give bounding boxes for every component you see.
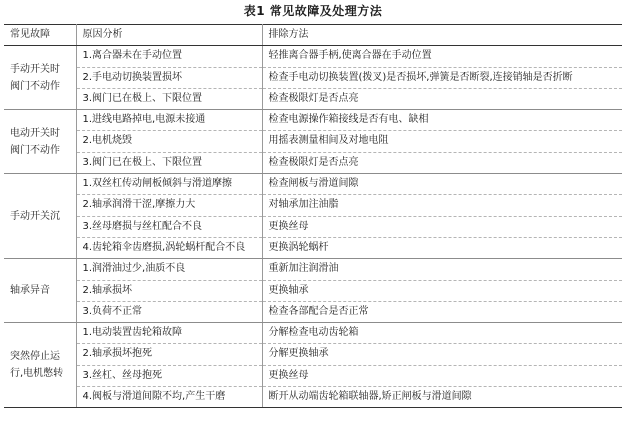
fault-cell: 轴承异音: [4, 259, 76, 323]
table-row: [4, 88, 622, 109]
cause-cell: 1.离合器未在手动位置: [76, 46, 262, 67]
table-row: [4, 67, 622, 88]
cause-cell: 3.负荷不正常: [76, 301, 262, 322]
table-row: [4, 110, 622, 131]
method-cell: 轻推离合器手柄,使离合器在手动位置: [262, 46, 622, 67]
cause-cell: 3.丝母磨损与丝杠配合不良: [76, 216, 262, 237]
table-row: [4, 237, 622, 258]
cause-cell: 1.润滑油过少,油质不良: [76, 259, 262, 280]
cause-cell: 4.阀板与滑道间隙不均,产生干磨: [76, 387, 262, 408]
table-row: [4, 216, 622, 237]
table-row: [4, 387, 622, 408]
cause-cell: 3.丝杠、丝母抱死: [76, 365, 262, 386]
cause-cell: 2.手电动切换装置损坏: [76, 67, 262, 88]
fault-cell: 手动开关沉: [4, 174, 76, 259]
method-cell: 断开从动端齿轮箱联轴器,矫正闸板与滑道间隙: [262, 387, 622, 408]
fault-cell: 突然停止运行,电机憋转: [4, 323, 76, 408]
cause-cell: 4.齿轮箱伞齿磨损,涡轮蜗杆配合不良: [76, 237, 262, 258]
method-cell: 更换丝母: [262, 216, 622, 237]
table-header-row: [4, 25, 622, 46]
table-row: [4, 323, 622, 344]
cause-cell: 2.电机烧毁: [76, 131, 262, 152]
cause-cell: 1.电动装置齿轮箱故障: [76, 323, 262, 344]
method-cell: 分解检查电动齿轮箱: [262, 323, 622, 344]
method-cell: 检查各部配合是否正常: [262, 301, 622, 322]
cause-cell: 1.进线电路掉电,电源未接通: [76, 110, 262, 131]
cause-cell: 3.阀门已在极上、下限位置: [76, 152, 262, 173]
method-cell: 检查闸板与滑道间隙: [262, 174, 622, 195]
table-row: [4, 152, 622, 173]
header-method: 排除方法: [262, 25, 622, 46]
method-cell: 检查电源操作箱接线是否有电、缺相: [262, 110, 622, 131]
header-fault: 常见故障: [4, 25, 76, 46]
method-cell: 对轴承加注油脂: [262, 195, 622, 216]
header-cause: 原因分析: [76, 25, 262, 46]
method-cell: 分解更换轴承: [262, 344, 622, 365]
table-title: 表1 常见故障及处理方法: [243, 4, 383, 18]
method-cell: 检查极限灯是否点亮: [262, 88, 622, 109]
cause-cell: 2.轴承损坏: [76, 280, 262, 301]
method-cell: 更换涡轮蜗杆: [262, 237, 622, 258]
cause-cell: 2.轴承润滑干涩,摩擦力大: [76, 195, 262, 216]
cause-cell: 3.阀门已在极上、下限位置: [76, 88, 262, 109]
method-cell: 更换丝母: [262, 365, 622, 386]
fault-cell: 电动开关时阀门不动作: [4, 110, 76, 174]
method-cell: 检查手电动切换装置(拨叉)是否损坏,弹簧是否断裂,连接销轴是否折断: [262, 67, 622, 88]
table-row: [4, 280, 622, 301]
method-cell: 检查极限灯是否点亮: [262, 152, 622, 173]
table-row: [4, 259, 622, 280]
cause-cell: 1.双丝杠传动闸板倾斜与滑道摩擦: [76, 174, 262, 195]
method-cell: 重新加注润滑油: [262, 259, 622, 280]
table-row: [4, 174, 622, 195]
table-row: [4, 195, 622, 216]
fault-table: [4, 24, 622, 408]
fault-cell: 手动开关时阀门不动作: [4, 46, 76, 110]
table-row: [4, 301, 622, 322]
method-cell: 更换轴承: [262, 280, 622, 301]
table-row: [4, 131, 622, 152]
table-row: [4, 46, 622, 67]
cause-cell: 2.轴承损坏抱死: [76, 344, 262, 365]
method-cell: 用摇表测量相间及对地电阻: [262, 131, 622, 152]
table-row: [4, 344, 622, 365]
table-row: [4, 365, 622, 386]
